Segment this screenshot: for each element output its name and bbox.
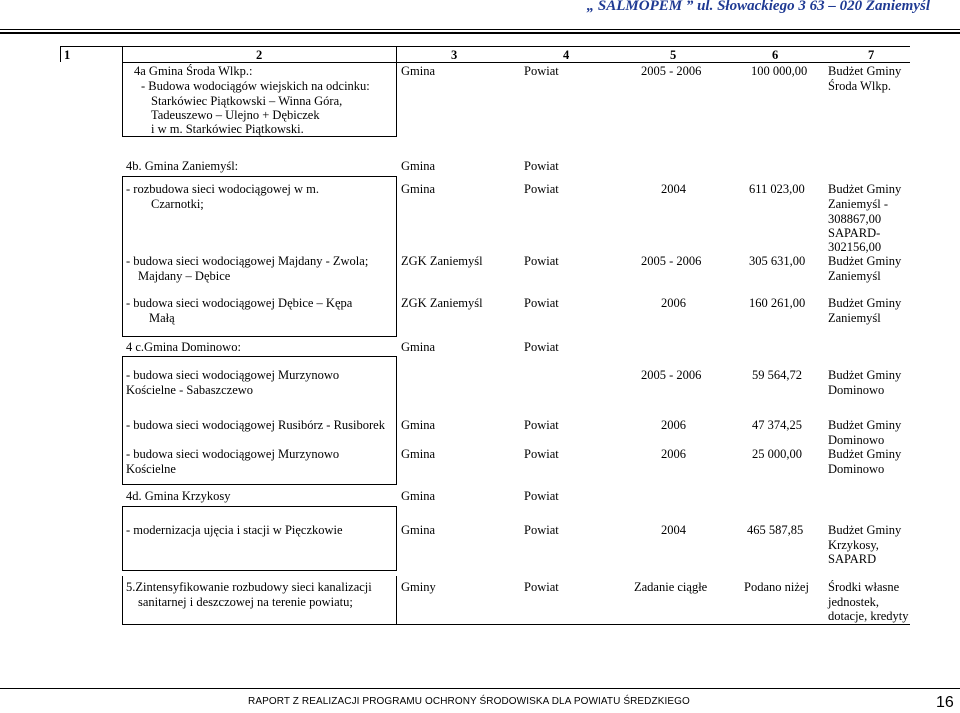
sec4c-row3-executor: Gmina xyxy=(401,447,436,461)
sec4b-row3-funding-2: Zaniemyśl xyxy=(828,311,881,325)
sec4a-line-2: - Budowa wodociągów wiejskich na odcinku: xyxy=(141,79,370,93)
sec4c-row2-partner: Powiat xyxy=(524,418,559,432)
sec4c-row3-partner: Powiat xyxy=(524,447,559,461)
sec5-funding-3: dotacje, kredyty xyxy=(828,609,909,623)
col-number-2: 2 xyxy=(256,48,263,62)
sec4b-row3-cost: 160 261,00 xyxy=(749,296,806,310)
sec4c-row2-executor: Gmina xyxy=(401,418,436,432)
sec4c-row1-cost: 59 564,72 xyxy=(752,368,802,382)
sec4b-left-border xyxy=(122,176,123,336)
sec4d-left-border xyxy=(122,506,123,570)
sec4b-row1-partner: Powiat xyxy=(524,182,559,196)
sec4c-row2-funding-1: Budżet Gminy xyxy=(828,418,902,432)
sec4c-right-border xyxy=(396,356,397,484)
sec4a-executor: Gmina xyxy=(401,64,436,78)
sec4c-row1-line-2: Kościelne - Sabaszczewo xyxy=(126,383,254,397)
sec4c-row3-funding-2: Dominowo xyxy=(828,462,885,476)
sec4b-row2-funding-1: Budżet Gminy xyxy=(828,254,902,268)
sec4d-row1-cost: 465 587,85 xyxy=(747,523,804,537)
sec4b-row3-partner: Powiat xyxy=(524,296,559,310)
sec4c-row3-period: 2006 xyxy=(661,447,686,461)
sec4b-bottom-border xyxy=(122,336,397,337)
sec4a-cost: 100 000,00 xyxy=(751,64,808,78)
sec4c-title: 4 c.Gmina Dominowo: xyxy=(126,340,241,354)
sec4c-row3-line-2: Kościelne xyxy=(126,462,176,476)
page-header: „ SALMOPEM ” ul. Słowackiego 3 63 – 020 Zaniemyśl xyxy=(586,0,930,14)
sec4a-period: 2005 - 2006 xyxy=(641,64,702,78)
table-top-border xyxy=(60,46,910,47)
sec4d-title-partner: Powiat xyxy=(524,489,559,503)
sec5-period: Zadanie ciągłe xyxy=(634,580,708,594)
sec4b-row1-funding-4: SAPARD- xyxy=(828,226,881,240)
col-number-3: 3 xyxy=(451,48,458,62)
sec4d-row1-funding-1: Budżet Gminy xyxy=(828,523,902,537)
sec4a-bottom-border xyxy=(122,136,397,137)
sec5-right-border xyxy=(396,576,397,624)
sec4b-row3-period: 2006 xyxy=(661,296,686,310)
sec4b-row3-executor: ZGK Zaniemyśl xyxy=(401,296,483,310)
sec4c-row3-line-1: - budowa sieci wodociągowej Murzynowo xyxy=(126,447,340,461)
sec4c-title-partner: Powiat xyxy=(524,340,559,354)
sec4d-row1-funding-3: SAPARD xyxy=(828,552,877,566)
header-rule-thick xyxy=(0,32,960,34)
sec4a-line-5: i w m. Starkówiec Piątkowski. xyxy=(151,122,304,136)
sec4b-row1-funding-5: 302156,00 xyxy=(828,240,882,254)
sec4d-row1-period: 2004 xyxy=(661,523,686,537)
sec4b-row1-funding-2: Zaniemyśl - xyxy=(828,197,889,211)
sec4b-row2-line-1: - budowa sieci wodociągowej Majdany - Zwola; xyxy=(126,254,369,268)
footer-rule xyxy=(0,688,960,689)
sec4b-title-bottom-border xyxy=(122,176,397,177)
header-rule-thin xyxy=(0,29,960,30)
sec4c-row3-funding-1: Budżet Gminy xyxy=(828,447,902,461)
sec4d-row1-partner: Powiat xyxy=(524,523,559,537)
sec4d-title-bottom-border xyxy=(122,506,397,507)
sec4a-funding-1: Budżet Gminy xyxy=(828,64,902,78)
page-number: 16 xyxy=(936,694,954,711)
sec4b-row2-period: 2005 - 2006 xyxy=(641,254,702,268)
sec4a-line-3: Starkówiec Piątkowski – Winna Góra, xyxy=(151,94,343,108)
col2-left-border-top xyxy=(122,46,123,136)
sec4c-row2-funding-2: Dominowo xyxy=(828,433,885,447)
sec4b-row1-executor: Gmina xyxy=(401,182,436,196)
footer-text: RAPORT Z REALIZACJI PROGRAMU OCHRONY ŚRODOWISKA DLA POWIATU ŚREDZKIEGO xyxy=(248,696,690,707)
col-number-5: 5 xyxy=(670,48,677,62)
sec4b-row3-line-1: - budowa sieci wodociągowej Dębice – Kępa xyxy=(126,296,353,310)
number-row-bottom-border xyxy=(122,62,910,63)
sec4b-title-partner: Powiat xyxy=(524,159,559,173)
sec4c-row1-line-1: - budowa sieci wodociągowej Murzynowo xyxy=(126,368,340,382)
sec4b-row3-funding-1: Budżet Gminy xyxy=(828,296,902,310)
sec4d-row1-funding-2: Krzykosy, xyxy=(828,538,879,552)
sec4a-line-4: Tadeuszewo – Ulejno + Dębiczek xyxy=(151,108,320,122)
sec4c-row1-period: 2005 - 2006 xyxy=(641,368,702,382)
sec5-line-1: 5.Zintensyfikowanie rozbudowy sieci kanalizacji xyxy=(126,580,372,594)
sec4a-funding-2: Środa Wlkp. xyxy=(828,79,891,93)
sec4d-row1-line-1: - modernizacja ujęcia i stacji w Pięczkowie xyxy=(126,523,343,537)
sec4b-row1-line-1: - rozbudowa sieci wodociągowej w m. xyxy=(126,182,319,196)
sec4b-row1-funding-3: 308867,00 xyxy=(828,212,882,226)
sec4b-row1-line-2: Czarnotki; xyxy=(151,197,204,211)
sec4c-bottom-border xyxy=(122,484,397,485)
sec4b-row1-cost: 611 023,00 xyxy=(749,182,805,196)
table-left-border xyxy=(60,46,61,62)
sec4b-row1-period: 2004 xyxy=(661,182,686,196)
sec4b-row2-cost: 305 631,00 xyxy=(749,254,806,268)
sec4b-row2-line-2: Majdany – Dębice xyxy=(138,269,231,283)
sec4a-partner: Powiat xyxy=(524,64,559,78)
sec4d-bottom-border xyxy=(122,570,397,571)
sec4d-right-border xyxy=(396,506,397,570)
sec4b-row2-funding-2: Zaniemyśl xyxy=(828,269,881,283)
sec4c-row1-funding-2: Dominowo xyxy=(828,383,885,397)
col-number-7: 7 xyxy=(868,48,875,62)
company-address: ul. Słowackiego 3 63 – 020 Zaniemyśl xyxy=(697,0,930,14)
col-number-6: 6 xyxy=(772,48,779,62)
col2-right-border-top xyxy=(396,46,397,136)
sec4c-title-executor: Gmina xyxy=(401,340,436,354)
sec4b-row1-funding-1: Budżet Gminy xyxy=(828,182,902,196)
table-bottom-border xyxy=(122,624,910,625)
sec4c-row2-cost: 47 374,25 xyxy=(752,418,802,432)
sec5-funding-1: Środki własne xyxy=(828,580,900,594)
sec4b-row3-line-2: Małą xyxy=(149,311,175,325)
sec5-cost: Podano niżej xyxy=(744,580,809,594)
sec5-funding-2: jednostek, xyxy=(828,595,880,609)
sec5-line-2: sanitarnej i deszczowej na terenie powiatu; xyxy=(138,595,353,609)
sec4b-row2-partner: Powiat xyxy=(524,254,559,268)
sec4c-left-border xyxy=(122,356,123,484)
sec5-left-border xyxy=(122,576,123,624)
sec4c-row2-line-1: - budowa sieci wodociągowej Rusibórz - Rusiborek xyxy=(126,418,385,432)
company-name: SALMOPEM xyxy=(597,0,683,14)
sec4c-row1-funding-1: Budżet Gminy xyxy=(828,368,902,382)
sec5-executor: Gminy xyxy=(401,580,436,594)
sec4d-title: 4d. Gmina Krzykosy xyxy=(126,489,231,503)
sec4c-title-bottom-border xyxy=(122,356,397,357)
sec4d-title-executor: Gmina xyxy=(401,489,436,503)
sec4b-row2-executor: ZGK Zaniemyśl xyxy=(401,254,483,268)
sec4c-row2-period: 2006 xyxy=(661,418,686,432)
sec4a-line-1: 4a Gmina Środa Wlkp.: xyxy=(134,64,253,78)
sec4b-right-border xyxy=(396,176,397,336)
sec4c-row3-cost: 25 000,00 xyxy=(752,447,802,461)
sec5-partner: Powiat xyxy=(524,580,559,594)
col-number-4: 4 xyxy=(563,48,570,62)
sec4b-title: 4b. Gmina Zaniemyśl: xyxy=(126,159,239,173)
sec4b-title-executor: Gmina xyxy=(401,159,436,173)
col-number-1: 1 xyxy=(64,48,71,62)
sec4d-row1-executor: Gmina xyxy=(401,523,436,537)
